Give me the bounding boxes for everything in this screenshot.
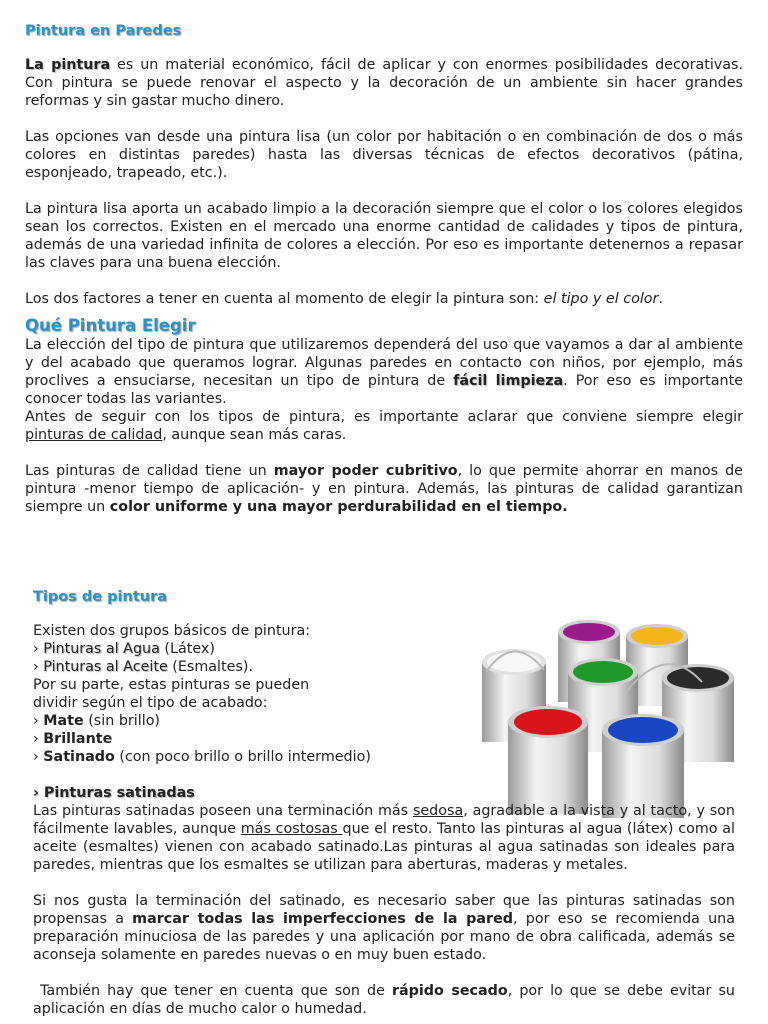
paragraph-text: Las pinturas de calidad tiene un [25, 463, 274, 479]
heading-que-pintura-elegir: Qué Pintura Elegir [25, 316, 196, 335]
paragraph-text: Los dos factores a tener en cuenta al momento de elegir la pintura son: [25, 291, 544, 307]
bold-text: mayor poder cubritivo [273, 463, 458, 479]
list-item-note: (sin brillo) [83, 713, 161, 729]
tipos-list [33, 622, 473, 766]
paragraph-satinadas [33, 802, 735, 874]
list-item-note: (Látex) [159, 641, 215, 657]
bullet-chevron-icon: › [33, 659, 44, 675]
paragraph-text: Si nos gusta la terminación del satinado, es necesario saber que las pinturas satinadas son propensas a [33, 893, 735, 927]
paragraph-text: es un material económico, fácil de aplicar y con enormes posibilidades decorativas. Con pintura se puede renovar el aspecto y la decoración de un ambiente sin hacer grandes reformas y sin gastar mucho dinero. [25, 57, 744, 109]
tipos-section [33, 586, 735, 1018]
underlined-text: sedosa [412, 803, 464, 819]
paragraph-text: , por eso se recomienda una preparación minuciosa de las paredes y una aplicación por mano de obra calificada, además se aconseja solamente en paredes nuevas o en muy buen estado. [33, 911, 735, 963]
paragraph-text: , lo que permite ahorrar en manos de pintura -menor tiempo de aplicación- y en pintura. Además, las pinturas de calidad garantizan siempre un [25, 463, 743, 515]
paragraph-rapido-secado [33, 982, 735, 1018]
bullet-chevron-icon: › [33, 641, 44, 657]
list-item [33, 748, 473, 766]
list-intro: Existen dos grupos básicos de pintura: [33, 623, 311, 639]
bold-text: rápido secado [391, 983, 508, 999]
list-item [33, 658, 473, 676]
lead-term: La pintura [25, 57, 111, 73]
list-item [33, 640, 473, 658]
paragraph-text: Antes de seguir con los tipos de pintura, es importante aclarar que conviene siempre elegir [25, 409, 743, 425]
paragraph-text: , por lo que se debe evitar su aplicación en días de mucho calor o humedad. [33, 983, 735, 1017]
list-item-name: Mate [43, 713, 84, 729]
paragraph-intro [25, 56, 743, 110]
list-item [33, 712, 473, 730]
underlined-text: más costosas [240, 821, 343, 837]
italic-text: el tipo y el color [543, 291, 659, 307]
bullet-chevron-icon: › [33, 713, 44, 729]
heading-tipos-de-pintura: Tipos de pintura [33, 589, 168, 605]
list-item-name: Satinado [43, 749, 115, 765]
paragraph-text: . [658, 291, 663, 307]
list-item-name: Pinturas al Aceite [43, 659, 168, 675]
paragraph-poder-cubritivo [25, 462, 743, 516]
paragraph-text: que el resto. Tanto las pinturas al agua (látex) como al aceite (esmaltes) vienen con acabado satinado.Las pinturas al agua satinadas son ideales para paredes, mientras que los esmaltes se utilizan para aberturas, maderas y metales. [33, 821, 736, 873]
paragraph-text: La elección del tipo de pintura que utilizaremos dependerá del uso que vayamos a dar al ambiente y del acabado que queramos lograr. Algunas paredes en contacto con niños, por ejemplo, más proclives a ensuciarse, necesitan un tipo de pintura de [25, 337, 743, 389]
list-item [33, 730, 473, 748]
bullet-chevron-icon: › [33, 749, 44, 765]
bold-text: marcar todas las imperfecciones de la pared [132, 911, 514, 927]
paragraph-text: , aunque sean más caras. [162, 427, 347, 443]
paragraph-opciones: Las opciones van desde una pintura lisa (un color por habitación o en combinación de dos o más colores en distintas paredes) hasta las diversas técnicas de efectos decorativos (pátina, esponjeado, trapeado, etc.). [25, 129, 743, 181]
bold-text: fácil limpieza [453, 373, 564, 389]
list-item-note: (Esmaltes). [167, 659, 253, 675]
paragraph-text: . Por eso es importante conocer todas las variantes. [25, 373, 744, 407]
list-item-name: Pinturas al Agua [43, 641, 160, 657]
link-pinturas-de-calidad[interactable]: pinturas de calidad [25, 427, 163, 443]
paragraph-text: También hay que tener en cuenta que son de [33, 983, 392, 999]
list-item-name: Brillante [43, 731, 113, 747]
bullet-chevron-icon: › [33, 731, 44, 747]
paragraph-calidad [25, 408, 743, 444]
paragraph-imperfecciones [33, 892, 735, 964]
paragraph-eleccion [25, 336, 743, 408]
paragraph-text: Las pinturas satinadas poseen una terminación más [33, 803, 413, 819]
paragraph-factores [25, 290, 743, 308]
list-item-note: (con poco brillo o brillo intermedio) [114, 749, 371, 765]
subheading-pinturas-satinadas: › Pinturas satinadas [33, 785, 195, 801]
bold-text: color uniforme y una mayor perdurabilidad en el tiempo. [109, 499, 568, 515]
list-intro: dividir según el tipo de acabado: [33, 695, 268, 711]
paragraph-text: , agradable a la vista y al tacto, y son fácilmente lavables, aunque [33, 803, 735, 837]
list-intro: Por su parte, estas pinturas se pueden [33, 677, 310, 693]
intro-section [25, 20, 743, 516]
paragraph-pintura-lisa: La pintura lisa aporta un acabado limpio a la decoración siempre que el color o los colores elegidos sean los correctos. Existen en el mercado una enorme cantidad de calidades y tipos de pintura, además de una variedad infinita de colores a elección. Por eso es importante detenernos a repasar las claves para una buena elección. [25, 201, 743, 271]
heading-pintura-en-paredes: Pintura en Paredes [25, 23, 182, 39]
